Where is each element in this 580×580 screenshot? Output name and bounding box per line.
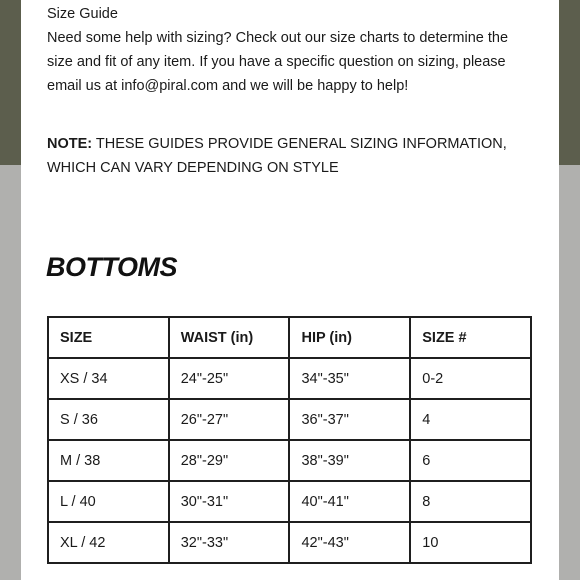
table-cell: 10 bbox=[410, 522, 531, 563]
section-title: BOTTOMS bbox=[46, 252, 177, 282]
table-header-cell: HIP (in) bbox=[289, 317, 410, 358]
table-header-cell: SIZE # bbox=[410, 317, 531, 358]
intro-body: Need some help with sizing? Check out our size charts to determine the size and fit of any item. If you have a specific question on sizing, please email us at info@piral.com and we will be happy to help! bbox=[47, 30, 509, 94]
table-cell: 4 bbox=[410, 399, 531, 440]
table-cell: 6 bbox=[410, 440, 531, 481]
note-text bbox=[47, 132, 547, 180]
table-cell: 34"-35" bbox=[289, 358, 410, 399]
table-cell: XS / 34 bbox=[48, 358, 169, 399]
table-cell: 38"-39" bbox=[289, 440, 410, 481]
table-row bbox=[48, 481, 531, 522]
table-cell: 42"-43" bbox=[289, 522, 410, 563]
table-cell: L / 40 bbox=[48, 481, 169, 522]
size-guide-sheet bbox=[21, 0, 559, 580]
table-header-row bbox=[48, 317, 531, 358]
table-row bbox=[48, 522, 531, 563]
note-label: NOTE: bbox=[47, 136, 93, 152]
table-cell: 32"-33" bbox=[169, 522, 290, 563]
intro-title: Size Guide bbox=[47, 6, 118, 22]
size-table bbox=[47, 316, 532, 564]
table-header-cell: WAIST (in) bbox=[169, 317, 290, 358]
table-row bbox=[48, 358, 531, 399]
table-cell: 36"-37" bbox=[289, 399, 410, 440]
table-row bbox=[48, 440, 531, 481]
table-cell: 0-2 bbox=[410, 358, 531, 399]
table-header-cell: SIZE bbox=[48, 317, 169, 358]
table-cell: 40"-41" bbox=[289, 481, 410, 522]
table-cell: XL / 42 bbox=[48, 522, 169, 563]
table-cell: 24"-25" bbox=[169, 358, 290, 399]
table-cell: 30"-31" bbox=[169, 481, 290, 522]
table-cell: 28"-29" bbox=[169, 440, 290, 481]
table-cell: M / 38 bbox=[48, 440, 169, 481]
table-cell: 26"-27" bbox=[169, 399, 290, 440]
intro-text bbox=[47, 2, 537, 98]
table-cell: S / 36 bbox=[48, 399, 169, 440]
table-row bbox=[48, 399, 531, 440]
note-body: THESE GUIDES PROVIDE GENERAL SIZING INFORMATION, WHICH CAN VARY DEPENDING ON STYLE bbox=[47, 136, 507, 176]
table-cell: 8 bbox=[410, 481, 531, 522]
